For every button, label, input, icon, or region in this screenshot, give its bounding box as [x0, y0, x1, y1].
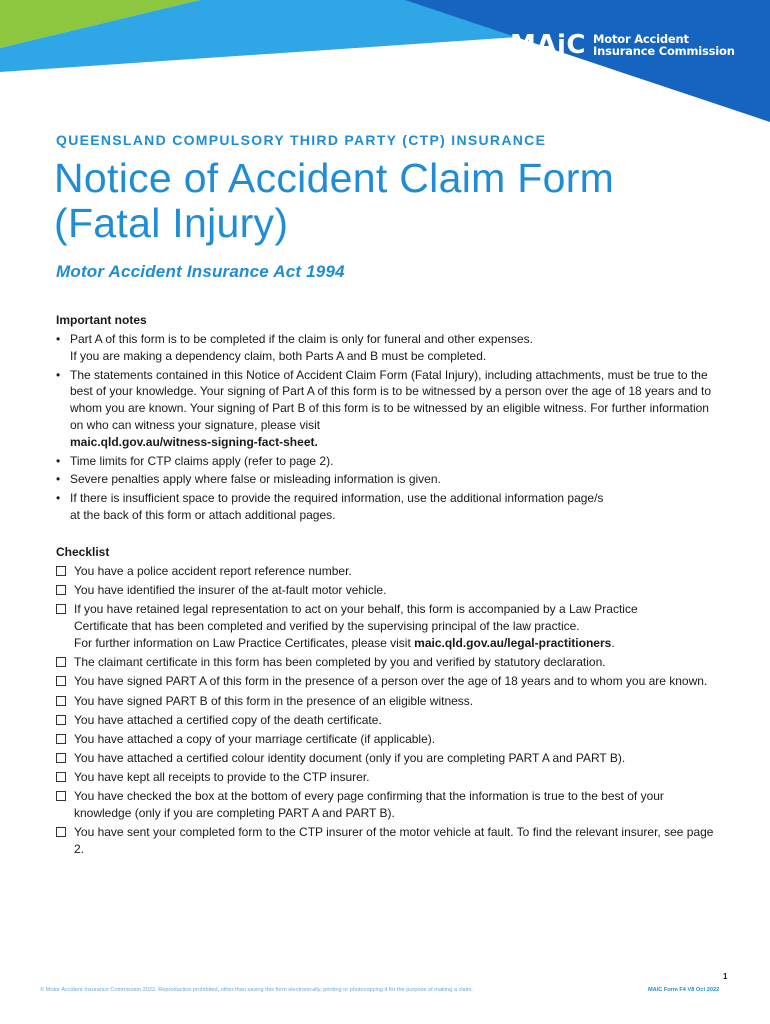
header-banner [0, 0, 770, 125]
checkbox[interactable] [56, 734, 66, 744]
bullet-icon: • [56, 332, 61, 346]
checkbox[interactable] [56, 753, 66, 763]
checklist-item: You have checked the box at the bottom of every page confirming that the information is true to the best of your knowledge (only if you are completing PART A and PART B). [56, 788, 716, 822]
logo-wordmark [593, 33, 735, 57]
checklist-item: If you have retained legal representation to act on your behalf, this form is accompanied by a Law Practice Certificate that has been completed and verified by the supervising principal of the law practice. For further information on Law Practice Certificates, please visit maic.qld.gov.au/legal-practitioners. [56, 601, 716, 651]
checklist-item: You have sent your completed form to the CTP insurer of the motor vehicle at fault. To find the relevant insurer, see page 2. [56, 824, 716, 858]
note-item: • Time limits for CTP claims apply (refer to page 2). [56, 453, 334, 468]
checkbox[interactable] [56, 791, 66, 801]
checkbox[interactable] [56, 715, 66, 725]
checkbox[interactable] [56, 827, 66, 837]
act-subtitle: Motor Accident Insurance Act 1994 [56, 262, 345, 281]
form-code: MAIC Form F4 V8 Oct 2022 [648, 987, 720, 993]
checklist-item: You have kept all receipts to provide to the CTP insurer. [56, 769, 716, 786]
checkbox[interactable] [56, 696, 66, 706]
checkbox[interactable] [56, 676, 66, 686]
important-notes-heading: Important notes [56, 313, 147, 327]
checkbox[interactable] [56, 772, 66, 782]
bullet-icon: • [56, 367, 61, 382]
copyright-notice: © Motor Accident Insurance Commission 2022. Reproduction prohibited, other than saving this form electronically, printing or photocopying it for the purpose of making a claim. [40, 987, 474, 993]
checklist-item: You have signed PART B of this form in the presence of an eligible witness. [56, 693, 716, 710]
checkbox[interactable] [56, 604, 66, 614]
checklist-item: You have attached a certified copy of the death certificate. [56, 712, 716, 729]
checkbox[interactable] [56, 566, 66, 576]
checklist-heading: Checklist [56, 545, 110, 559]
checklist-item: You have attached a certified colour identity document (only if you are completing PART A and PART B). [56, 750, 716, 767]
logo-line-2: Insurance Commission [593, 44, 735, 58]
checklist-item: You have identified the insurer of the at-fault motor vehicle. [56, 582, 716, 599]
checklist-item: You have a police accident report reference number. [56, 563, 716, 580]
note-item: • Severe penalties apply where false or misleading information is given. [56, 472, 441, 487]
note-item: • Part A of this form is to be completed if the claim is only for funeral and other expenses. If you are making a dependency claim, both Parts A and B must be completed. [56, 332, 533, 363]
important-notes-list [56, 331, 716, 526]
form-category: QUEENSLAND COMPULSORY THIRD PARTY (CTP) INSURANCE [56, 132, 547, 148]
maic-logo [510, 32, 735, 58]
checklist [56, 563, 716, 860]
checkbox[interactable] [56, 585, 66, 595]
note-item: • If there is insufficient space to provide the required information, use the additional information page/s at the back of this form or attach additional pages. [56, 491, 604, 522]
checklist-item: You have attached a copy of your marriage certificate (if applicable). [56, 731, 716, 748]
checklist-item: You have signed PART A of this form in the presence of a person over the age of 18 years and to whom you are known. [56, 673, 716, 690]
checkbox[interactable] [56, 657, 66, 667]
bullet-icon: • [56, 491, 61, 506]
page-title [54, 156, 614, 246]
title-line-2: (Fatal Injury) [54, 200, 289, 246]
checklist-item: The claimant certificate in this form has been completed by you and verified by statutory declaration. [56, 654, 716, 671]
bullet-icon: • [56, 472, 61, 487]
legal-practitioners-link[interactable]: maic.qld.gov.au/legal-practitioners [414, 635, 612, 650]
logo-mark: MAiC [510, 30, 586, 60]
title-line-1: Notice of Accident Claim Form [54, 155, 615, 201]
witness-fact-sheet-link[interactable]: maic.qld.gov.au/witness-signing-fact-sheet. [70, 434, 318, 449]
logo-line-1: Motor Accident [593, 32, 689, 46]
bullet-icon: • [56, 453, 61, 468]
note-item: • The statements contained in this Notice of Accident Claim Form (Fatal Injury), including attachments, must be true to the best of your knowledge. Your signing of Part A of this form is to be witnessed by a person over the age of 18 years and to whom you are known. Your signing of Part B of this form is to be witnessed by an eligible witness. For further information on who can witness your signature, please visit maic.qld.gov.au/witness-signing-fact-sheet. [56, 367, 712, 449]
page-number: 1 [723, 972, 728, 981]
